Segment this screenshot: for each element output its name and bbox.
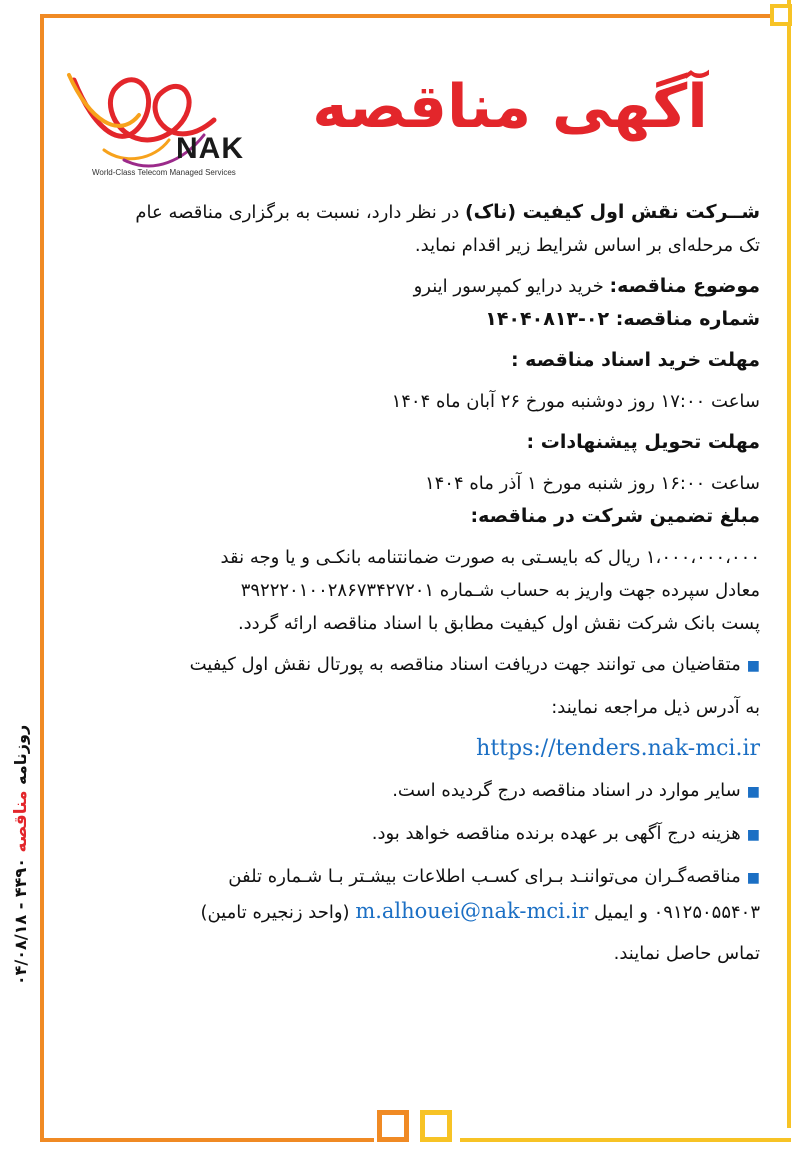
page-title: آگهی مناقصه (312, 72, 708, 142)
square-ornament-icon (420, 1110, 452, 1142)
supply-chain-unit: (واحد زنجیره تامین) (200, 902, 356, 923)
side-issue: ۴۴۹۰ - ۰۴/۰۸/۱۸ (11, 852, 30, 986)
bullet-4-text: مناقصه‌گـران می‌تواننـد بـرای کسـب اطلاعات بیشـتر بـا شـماره تلفن (228, 866, 741, 887)
bullet-4-line-2 (66, 895, 760, 929)
square-ornament-icon (377, 1110, 409, 1142)
submission-deadline-label: مهلت تحویل پیشنهادات : (526, 431, 760, 453)
purchase-deadline-label: مهلت خرید اسناد مناقصه : (510, 349, 760, 371)
newspaper-side-label (6, 700, 36, 1010)
frame-bottom-edge-right (460, 1138, 791, 1142)
bullet-1-line-1 (66, 648, 760, 683)
logo-name: NAK (176, 132, 244, 165)
company-name: شــرکت نقش اول کیفیت (ناک) (464, 201, 760, 223)
square-bullet-icon: ■ (746, 658, 760, 674)
bullet-3-text: هزینه درج آگهی بر عهده برنده مناقصه خواهد بود. (371, 823, 741, 844)
bullet-1-line-2: به آدرس ذیل مراجعه نمایند: (551, 697, 760, 718)
intro-line-2: تک مرحله‌ای بر اساس شرایط زیر اقدام نماید. (414, 235, 760, 256)
side-prefix: روزنامه (11, 724, 30, 791)
subject-value: خرید درایو کمپرسور اینرو (413, 276, 610, 297)
intro-line-1 (66, 196, 760, 229)
submission-deadline-value: ساعت ۱۶:۰۰ روز شنبه مورخ ۱ آذر ماه ۱۴۰۴ (424, 473, 760, 494)
frame-bottom-edge (40, 1138, 374, 1142)
nak-logo-icon (64, 60, 254, 185)
bullet-4-line-3: تماس حاصل نمایند. (613, 943, 760, 964)
bullet-2-text: سایر موارد در اسناد مناقصه درج گردیده است. (392, 780, 741, 801)
number-label: شماره مناقصه: (615, 308, 760, 330)
phone-number: ۰۹۱۲۵۰۵۵۴۰۳ (653, 902, 760, 923)
guarantee-line-1: ۱،۰۰۰،۰۰۰،۰۰۰ ریال که بایسـتی به صورت ضمانتنامه بانکـی و یا وجه نقد (220, 547, 760, 568)
logo-tagline: World-Class Telecom Managed Services (92, 168, 236, 177)
subject-label: موضوع مناقصه: (609, 275, 760, 297)
side-brand: مناقصه (11, 790, 31, 853)
purchase-deadline-value: ساعت ۱۷:۰۰ روز دوشنبه مورخ ۲۶ آبان ماه ۱۴۰۴ (391, 391, 760, 412)
guarantee-line-3: پست بانک شرکت نقش اول کیفیت مطابق با اسناد مناقصه ارائه گردد. (237, 613, 760, 634)
number-line (66, 303, 760, 336)
tenders-link[interactable]: https://tenders.nak-mci.ir (476, 736, 760, 761)
guarantee-label: مبلغ تضمین شرکت در مناقصه: (470, 505, 760, 527)
square-bullet-icon: ■ (746, 827, 760, 843)
bullet-4-line-1 (66, 860, 760, 895)
square-bullet-icon: ■ (746, 870, 760, 886)
number-value: ۰۲-۱۴۰۴۰۸۱۳ (485, 308, 616, 330)
url-line (66, 732, 760, 766)
email-link[interactable]: m.alhouei@nak-mci.ir (355, 899, 589, 923)
intro-text-1: در نظر دارد، نسبت به برگزاری مناقصه عام (135, 202, 465, 223)
bullet-1-text: متقاضیان می توانند جهت دریافت اسناد مناقصه به پورتال نقش اول کیفیت (189, 654, 741, 675)
bullet-3 (66, 817, 760, 852)
subject-line (66, 270, 760, 303)
square-bullet-icon: ■ (746, 784, 760, 800)
corner-square-icon (770, 4, 792, 26)
bullet-2 (66, 774, 760, 809)
frame-right-edge (787, 0, 791, 1128)
notice-body (66, 196, 760, 970)
guarantee-line-2: معادل سپرده جهت واریز به حساب شـماره ۳۹۲۲۲۰۱۰۰۲۸۶۷۳۴۲۷۲۰۱ (240, 580, 760, 601)
and-email-text: و ایمیل (588, 902, 654, 923)
